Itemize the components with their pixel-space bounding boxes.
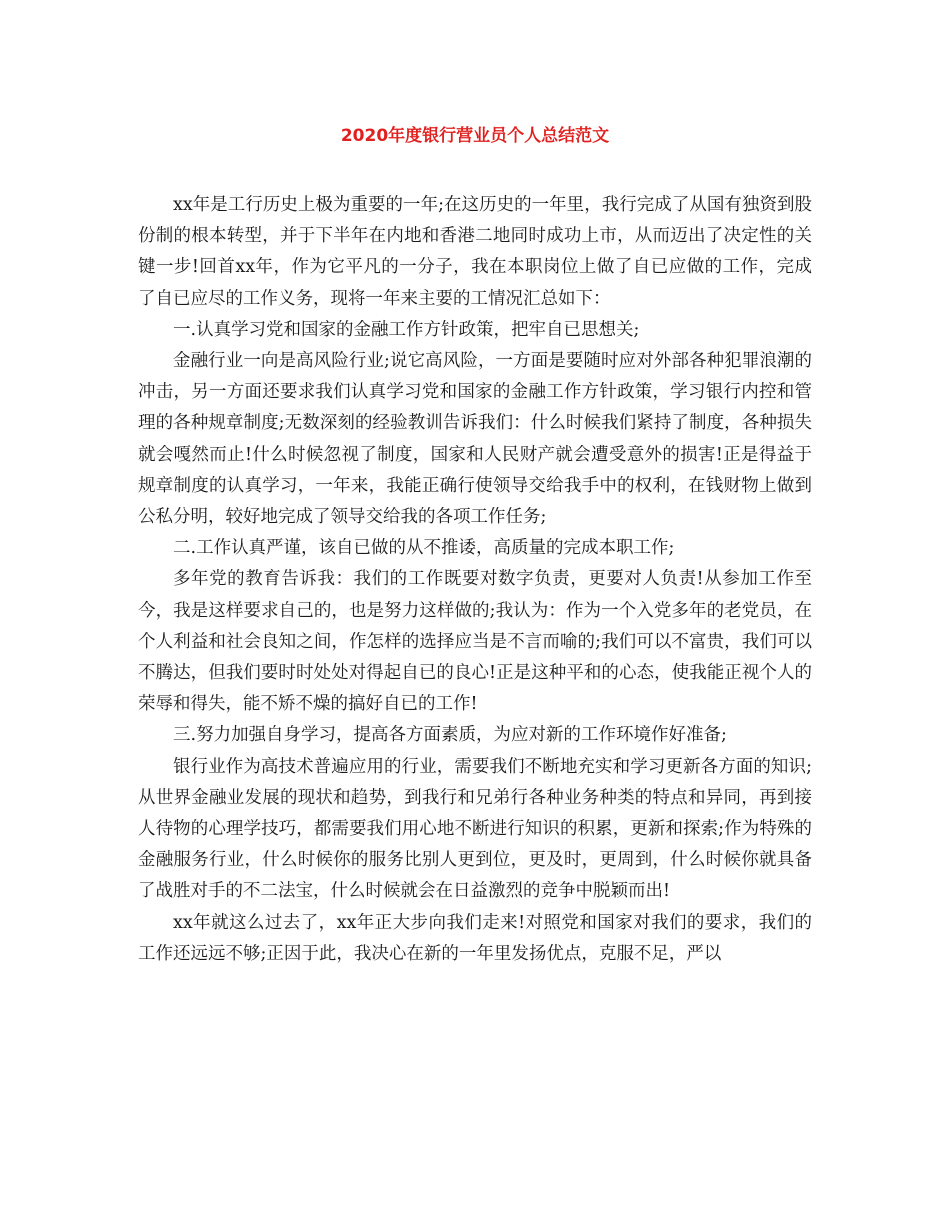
section-heading-2: 二.工作认真严谨，该自已做的从不推诿，高质量的完成本职工作; bbox=[173, 538, 675, 559]
document-title: 2020年度银行营业员个人总结范文 bbox=[340, 126, 610, 146]
section-heading-1: 一.认真学习党和国家的金融工作方针政策，把牢自已思想关; bbox=[173, 319, 640, 340]
paragraph-intro: xx年是工行历史上极为重要的一年;在这历史的一年里，我行完成了从国有独资到股份制的根本转型，并于下半年在内地和香港二地同时成功上市，从而迈出了决定性的关键一步!回首xx年，作为它平凡的一分子，我在本职岗位上做了自已应做的工作，完成了自已应尽的工作义务，现将一年来主要的工情况汇总如下： bbox=[138, 195, 812, 309]
paragraph-section-1: 金融行业一向是高风险行业;说它高风险，一方面是要随时应对外部各种犯罪浪潮的冲击，另一方面还要求我们认真学习党和国家的金融工作方针政策，学习银行内控和管理的各种规章制度;无数深刻的经验教训告诉我们：什么时候我们紧持了制度，各种损失就会嘎然而止!什么时候忽视了制度，国家和人民财产就会遭受意外的损害!正是得益于规章制度的认真学习，一年来，我能正确行使领导交给我手中的权利，在钱财物上做到公私分明，较好地完成了领导交给我的各项工作任务; bbox=[138, 351, 812, 528]
paragraph-section-2: 多年党的教育告诉我：我们的工作既要对数字负责，更要对人负责!从参加工作至今，我是这样要求自己的，也是努力这样做的;我认为：作为一个入党多年的老党员，在个人利益和社会良知之间，作怎样的选择应当是不言而喻的;我们可以不富贵，我们可以不腾达，但我们要时时处处对得起自已的良心!正是这种平和的心态，使我能正视个人的荣辱和得失，能不矫不燥的搞好自已的工作! bbox=[138, 569, 812, 715]
paragraph-section-3: 银行业作为高技术普遍应用的行业，需要我们不断地充实和学习更新各方面的知识;从世界金融业发展的现状和趋势，到我行和兄弟行各种业务种类的特点和异同，再到接人待物的心理学技巧，都需要我们用心地不断进行知识的积累，更新和探索;作为特殊的金融服务行业，什么时候你的服务比别人更到位，更及时，更周到，什么时候你就具备了战胜对手的不二法宝，什么时候就会在日益激烈的竞争中脱颖而出! bbox=[138, 756, 812, 902]
document-body bbox=[138, 190, 812, 970]
paragraph-closing: xx年就这么过去了，xx年正大步向我们走来!对照党和国家对我们的要求，我们的工作还远远不够;正因于此，我决心在新的一年里发扬优点，克服不足，严以 bbox=[138, 912, 812, 964]
section-heading-3: 三.努力加强自身学习，提高各方面素质，为应对新的工作环境作好准备; bbox=[173, 725, 727, 746]
